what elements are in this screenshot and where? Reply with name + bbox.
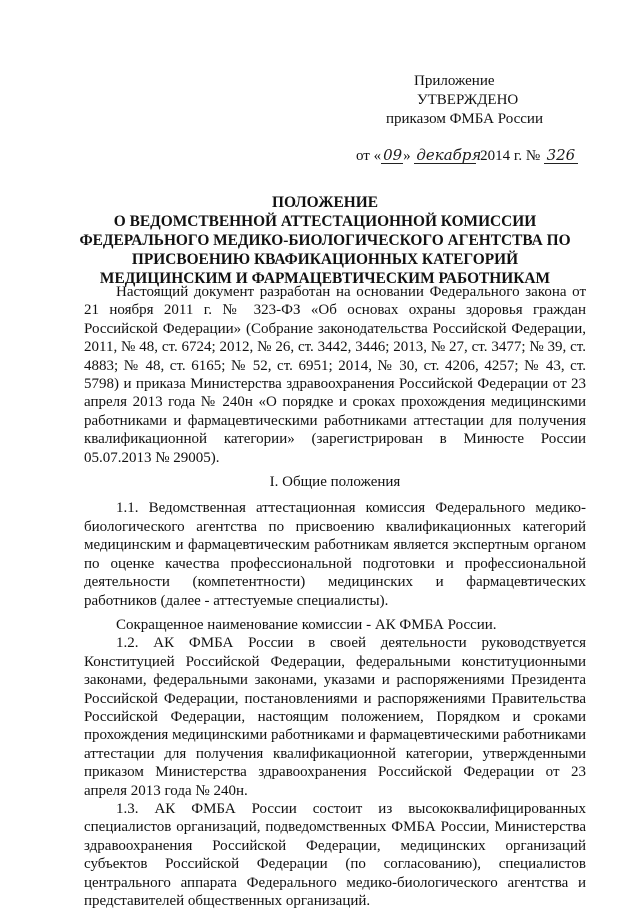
title-line-5: МЕДИЦИНСКИМ И ФАРМАЦЕВТИЧЕСКИМ РАБОТНИКАМ	[99, 270, 551, 287]
order-year: 2014 г. №	[476, 148, 544, 164]
order-mid: »	[403, 148, 415, 164]
title-line-1: ПОЛОЖЕНИЕ	[272, 194, 378, 211]
paragraph-1-3: 1.3. АК ФМБА России состоит из высококвалифицированных специалистов организаций, подведомственных ФМБА России, Министерства здравоохранения Российской Федерации, медицинских организаций субъектов Российской Федерации (по согласованию), специалистов центрального аппарата Федерального медико-биологического агентства и представителей общественных организаций.	[84, 800, 586, 909]
title-line-4: ПРИСВОЕНИЮ КВАФИКАЦИОННЫХ КАТЕГОРИЙ	[131, 251, 519, 268]
document-body	[84, 283, 586, 910]
order-prefix: от «	[356, 148, 382, 164]
document-title	[60, 193, 590, 288]
handwritten-day: 09	[383, 146, 403, 164]
handwritten-order-number: 326	[544, 148, 578, 164]
order-authority: приказом ФМБА России	[386, 111, 543, 127]
title-line-2: О ВЕДОМСТВЕННОЙ АТТЕСТАЦИОННОЙ КОМИССИИ	[113, 213, 537, 230]
paragraph-1-2: 1.2. АК ФМБА России в своей деятельности руководствуется Конституцией Российской Федерации, федеральными конституционными законами, федеральными законами, указами и распоряжениями Президента Российской Федерации, постановлениями и распоряжениями Правительства Российской Федерации, настоящим положением, Порядком и сроками прохождения медицинскими работниками и фармацевтическими работниками аттестации для получения квалификационной категории, утвержденными приказом Министерства здравоохранения Российской Федерации от 23 апреля 2013 года № 240н.	[84, 635, 586, 799]
paragraph-1-1: 1.1. Ведомственная аттестационная комиссия Федерального медико-биологического агентства по присвоению квалификационных категорий медицинским и фармацевтическим работникам является экспертным органом по оценке качества профессиональной подготовки и профессиональной деятельности (компетентности) медицинских и фармацевтических работников (далее - аттестуемые специалисты).	[84, 500, 586, 609]
short-name-paragraph: Сокращенное наименование комиссии - АК ФМБА России.	[116, 616, 497, 633]
order-date-line	[356, 148, 578, 165]
handwritten-month: декабря	[416, 146, 482, 164]
approval-block	[386, 72, 624, 129]
intro-paragraph: Настоящий документ разработан на основании Федерального закона от 21 ноября 2011 г. № 323-ФЗ «Об основах охраны здоровья граждан Российской Федерации» (Собрание законодательства Российской Федерации, 2011, № 48, ст. 6724; 2012, № 26, ст. 3442, 3446; 2013, № 27, ст. 3477; № 39, ст. 4883; № 48, ст. 6165; № 52, ст. 6951; 2014, № 30, ст. 4206, 4257; № 43, ст. 5798) и приказа Министерства здравоохранения Российской Федерации от 23 апреля 2013 года № 240н «О порядке и сроках прохождения медицинскими работниками и фармацевтическими работниками аттестации для получения квалификационной категории» (зарегистрирован в Минюсте России 05.07.2013 № 29005).	[84, 284, 586, 466]
appendix-label: Приложение	[414, 73, 495, 89]
title-line-3: ФЕДЕРАЛЬНОГО МЕДИКО-БИОЛОГИЧЕСКОГО АГЕНТСТВА ПО	[79, 232, 571, 249]
approved-label: УТВЕРЖДЕНО	[417, 92, 519, 108]
section-heading: I. Общие положения	[269, 474, 401, 491]
